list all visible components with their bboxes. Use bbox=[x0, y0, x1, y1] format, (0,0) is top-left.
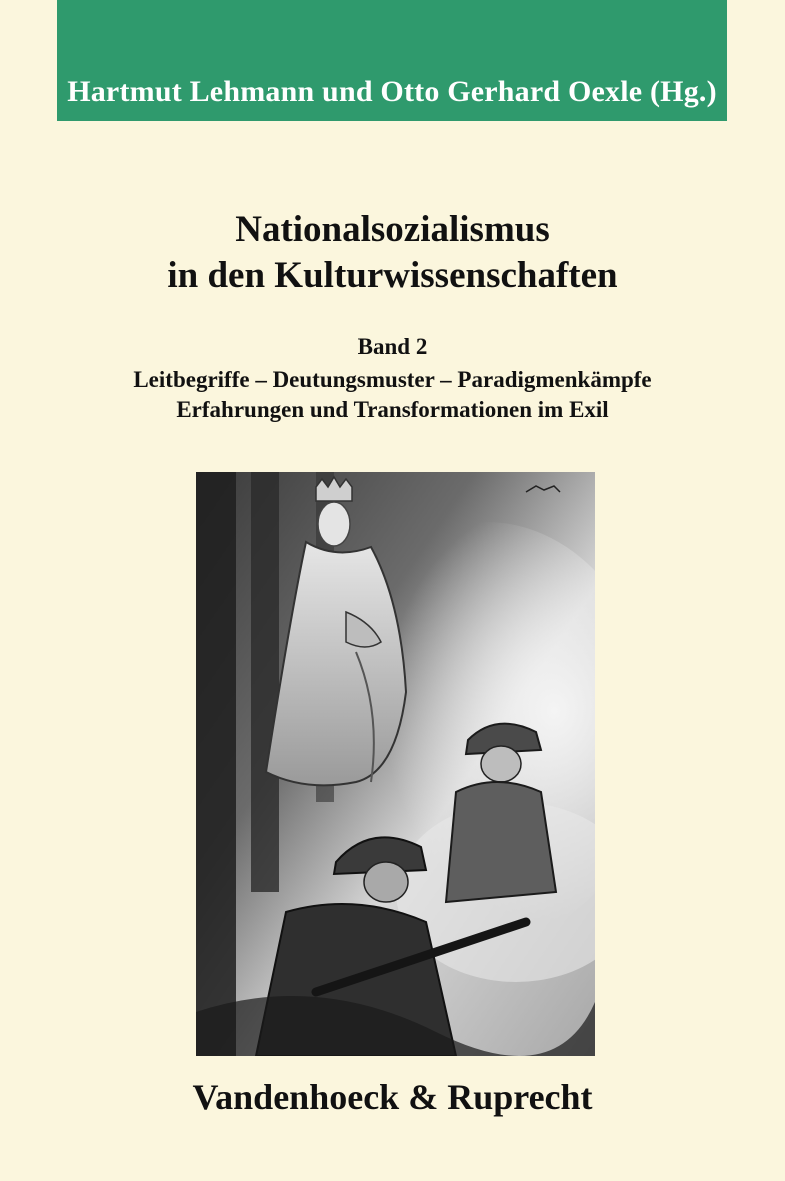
title-line-2: in den Kulturwissenschaften bbox=[167, 255, 618, 296]
publisher: Vandenhoeck & Ruprecht bbox=[192, 1077, 593, 1117]
author-band bbox=[57, 0, 727, 121]
title-line-1: Nationalsozialismus bbox=[235, 209, 550, 250]
volume-label: Band 2 bbox=[357, 334, 428, 359]
cover-illustration bbox=[196, 472, 595, 1056]
charcoal-drawing bbox=[196, 472, 595, 1056]
subtitle-line-1: Leitbegriffe – Deutungsmuster – Paradigmenkämpfe bbox=[133, 367, 652, 392]
subtitle-line-2: Erfahrungen und Transformationen im Exil bbox=[176, 397, 609, 422]
authors: Hartmut Lehmann und Otto Gerhard Oexle (Hg.) bbox=[67, 75, 717, 108]
